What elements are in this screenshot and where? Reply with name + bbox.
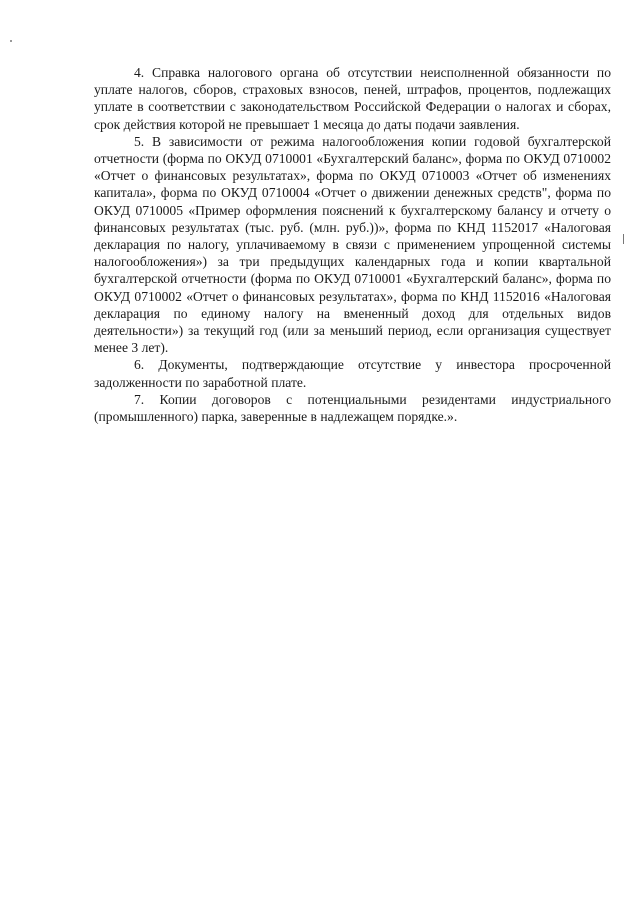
scan-speck [10, 40, 12, 42]
paragraph-item-4: 4. Справка налогового органа об отсутствии неисполненной обязанности по уплате налогов, сборов, страховых взносов, пеней, штрафов, процентов, подлежащих уплате в соответствии с законодательством Российской Федерации о налогах и сборах, срок действия которой не превышает 1 месяца до даты подачи заявления. [94, 65, 611, 132]
paragraph-item-6: 6. Документы, подтверждающие отсутствие у инвестора просроченной задолженности по заработной плате. [94, 357, 611, 390]
paragraph-item-7: 7. Копии договоров с потенциальными резидентами индустриального (промышленного) парка, заверенные в надлежащем порядке.». [94, 391, 611, 425]
document-body [94, 64, 611, 425]
margin-mark [623, 234, 624, 244]
paragraph-item-5: 5. В зависимости от режима налогообложения копии годовой бухгалтерской отчетности (форма по ОКУД 0710001 «Бухгалтерский баланс», форма по ОКУД 0710002 «Отчет о финансовых результатах», форма по ОКУД 0710003 «Отчет об изменениях капитала», форма по ОКУД 0710004 «Отчет о движении денежных средств", форма по ОКУД 0710005 «Пример оформления пояснений к бухгалтерскому балансу и отчету о финансовых результатах (тыс. руб. (млн. руб.))», форма по КНД 1152017 «Налоговая декларация по налогу, уплачиваемому в связи с применением упрощенной системы налогообложения») за три предыдущих календарных года и копии квартальной бухгалтерской отчетности (форма по ОКУД 0710001 «Бухгалтерский баланс», форма по ОКУД 0710002 «Отчет о финансовых результатах», форма по КНД 1152016 «Налоговая декларация по единому налогу на вмененный доход для отдельных видов деятельности») за текущий год (или за меньший период, если организация существует менее 3 лет). [94, 133, 611, 356]
